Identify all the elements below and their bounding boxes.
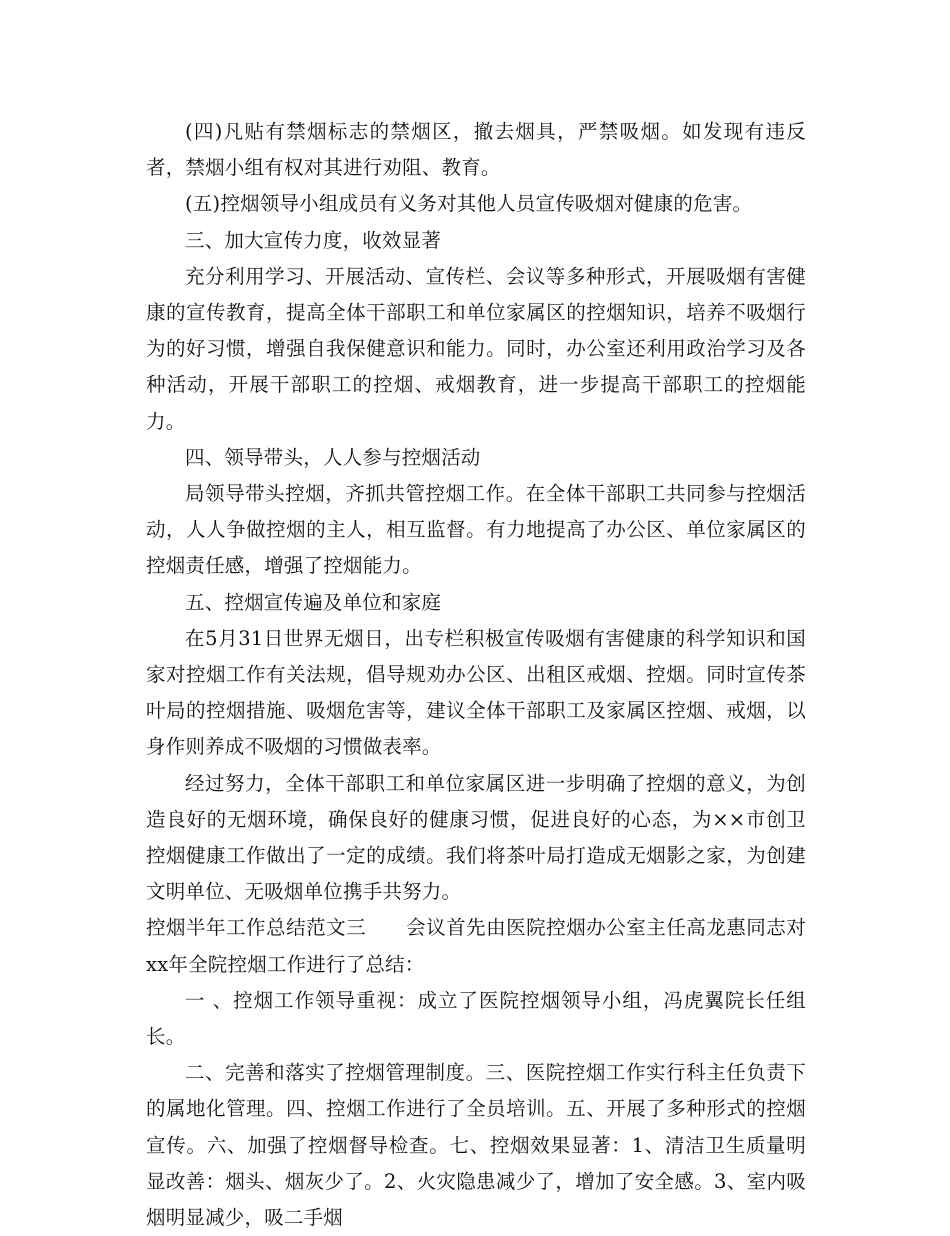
paragraph-publicity: 充分利用学习、开展活动、宣传栏、会议等多种形式，开展吸烟有害健康的宣传教育，提高全体干部职工和单位家属区的控烟知识，培养不吸烟行为的好习惯，增强自我保健意识和能力。同时，办公室还利用政治学习及各种活动，开展干部职工的控烟、戒烟教育，进一步提高干部职工的控烟能力。 <box>146 264 806 433</box>
paragraph-no-tobacco-day: 在5月31日世界无烟日，出专栏积极宣传吸烟有害健康的科学知识和国家对控烟工作有关法规，倡导规劝办公区、出租区戒烟、控烟。同时宣传茶叶局的控烟措施、吸烟危害等，建议全体干部职工及家属区控烟、戒烟，以身作则养成不吸烟的习惯做表率。 <box>146 626 806 759</box>
paragraph-leadership: 局领导带头控烟，齐抓共管控烟工作。在全体干部职工共同参与控烟活动，人人争做控烟的主人，相互监督。有力地提高了办公区、单位家属区的控烟责任感，增强了控烟能力。 <box>146 482 806 578</box>
paragraph-sample-three-intro: 控烟半年工作总结范文三 会议首先由医院控烟办公室主任高龙惠同志对xx年全院控烟工作进行了总结： <box>146 916 806 976</box>
paragraph-results: 经过努力，全体干部职工和单位家属区进一步明确了控烟的意义，为创造良好的无烟环境，确保良好的健康习惯，促进良好的心态，为××市创卫控烟健康工作做出了一定的成绩。我们将茶叶局打造成无烟影之家，为创建文明单位、无吸烟单位携手共努力。 <box>146 771 806 904</box>
heading-leadership: 四、领导带头，人人参与控烟活动 <box>185 445 481 469</box>
heading-family-outreach: 五、控烟宣传遍及单位和家庭 <box>185 590 442 614</box>
paragraph-group-duty: (五)控烟领导小组成员有义务对其他人员宣传吸烟对健康的危害。 <box>185 192 753 216</box>
document-body <box>146 114 806 1236</box>
paragraph-points-two-to-seven: 二、完善和落实了控烟管理制度。三、医院控烟工作实行科主任负责下的属地化管理。四、控烟工作进行了全员培训。五、开展了多种形式的控烟宣传。六、加强了控烟督导检查。七、控烟效果显著：1、清洁卫生质量明显改善：烟头、烟灰少了。2、火灾隐患减少了，增加了安全感。3、室内吸烟明显减少，吸二手烟 <box>146 1061 806 1230</box>
heading-publicity: 三、加大宣传力度，收效显著 <box>185 228 442 252</box>
paragraph-point-one: 一 、控烟工作领导重视：成立了医院控烟领导小组，冯虎翼院长任组长。 <box>146 988 806 1049</box>
paragraph-no-smoking-zone: (四)凡贴有禁烟标志的禁烟区，撤去烟具，严禁吸烟。如发现有违反者，禁烟小组有权对其进行劝阻、教育。 <box>146 120 806 180</box>
